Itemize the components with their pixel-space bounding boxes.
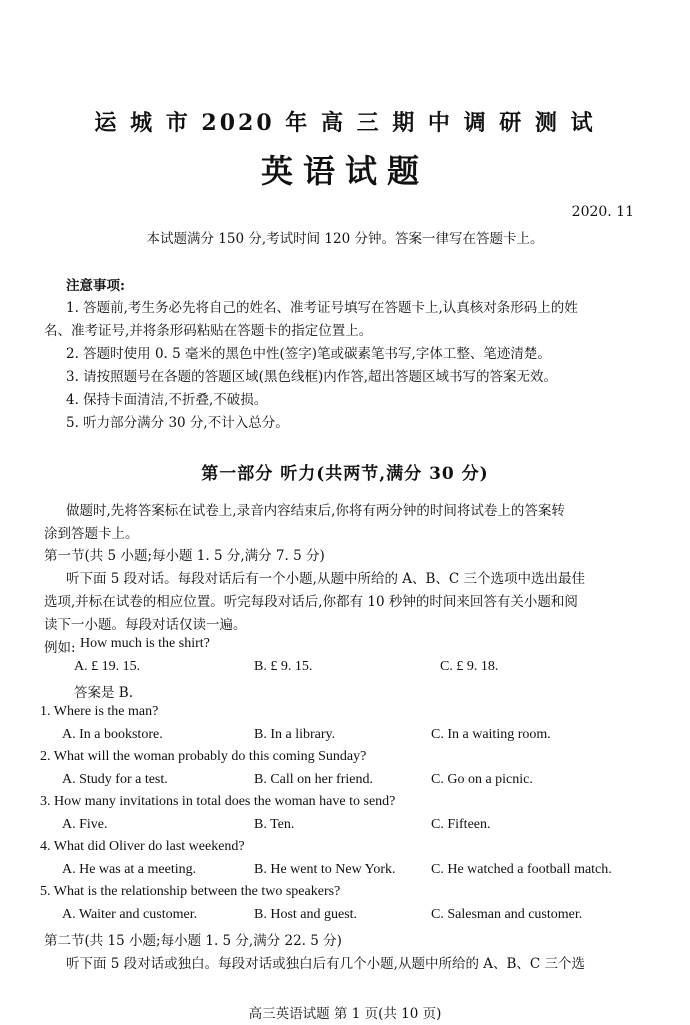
part1-desc-line-2: 涂到答题卡上。 [44,526,139,542]
question-4: 4. What did Oliver do last weekend? [40,839,245,854]
exam-title: 运 城 市 2020 年 高 三 期 中 调 研 测 试 [94,110,596,136]
question-1-option-a: A. In a bookstore. [62,727,163,742]
exam-intro: 本试题满分 150 分,考试时间 120 分钟。答案一律写在答题卡上。 [146,231,544,247]
question-5: 5. What is the relationship between the two speakers? [40,884,341,899]
question-2-option-b: B. Call on her friend. [254,772,373,787]
section1-title: 第一节(共 5 小题;每小题 1. 5 分,满分 7. 5 分) [44,548,325,564]
example-label: 例如: [44,640,76,656]
question-5-option-b: B. Host and guest. [254,907,358,922]
example-option-a: A. £ 19. 15. [74,659,141,674]
question-2: 2. What will the woman probably do this coming Sunday? [40,749,367,764]
question-5-option-c: C. Salesman and customer. [431,907,583,922]
example-question: How much is the shirt? [80,636,210,651]
section2-title: 第二节(共 15 小题;每小题 1. 5 分,满分 22. 5 分) [44,933,342,949]
section1-instruction-line-2: 选项,并标在试卷的相应位置。听完每段对话后,你都有 10 秒钟的时间来回答有关小题和阅 [44,594,578,610]
question-1-option-c: C. In a waiting room. [431,727,551,742]
question-2-option-a: A. Study for a test. [62,772,168,787]
question-3-option-c: C. Fifteen. [431,817,491,832]
section2-instruction-line-1: 听下面 5 段对话或独白。每段对话或独白后有几个小题,从题中所给的 A、B、C 三个选 [66,956,586,972]
question-1-option-b: B. In a library. [254,727,336,742]
part1-desc-line-1: 做题时,先将答案标在试卷上,录音内容结束后,你将有两分钟的时间将试卷上的答案转 [66,503,565,519]
question-3-option-b: B. Ten. [254,817,295,832]
example-answer: 答案是 B. [74,685,134,701]
question-4-option-a: A. He was at a meeting. [62,862,197,877]
note-5: 5. 听力部分满分 30 分,不计入总分。 [66,415,289,431]
question-3: 3. How many invitations in total does the woman have to send? [40,794,396,809]
question-5-option-a: A. Waiter and customer. [62,907,198,922]
example-option-c: C. £ 9. 18. [440,659,499,674]
note-2: 2. 答题时使用 0. 5 毫米的黑色中性(签字)笔或碳素笔书写,字体工整、笔迹清楚。 [66,346,551,362]
question-4-option-b: B. He went to New York. [254,862,396,877]
example-option-b: B. £ 9. 15. [254,659,313,674]
note-1-line-1: 1. 答题前,考生务必先将自己的姓名、准考证号填写在答题卡上,认真核对条形码上的姓 [66,300,578,316]
question-4-option-c: C. He watched a football match. [431,862,612,877]
section1-instruction-line-3: 读下一小题。每段对话仅读一遍。 [44,617,247,633]
note-4: 4. 保持卡面清洁,不折叠,不破损。 [66,392,268,408]
question-1: 1. Where is the man? [40,704,159,719]
page-footer: 高三英语试题 第 1 页(共 10 页) [248,1006,442,1022]
notes-title: 注意事项: [66,278,125,294]
question-2-option-c: C. Go on a picnic. [431,772,533,787]
subject-title: 英语试题 [260,152,429,190]
note-1-line-2: 名、准考证号,并将条形码粘贴在答题卡的指定位置上。 [44,323,373,339]
question-3-option-a: A. Five. [62,817,108,832]
note-3: 3. 请按照题号在各题的答题区域(黑色线框)内作答,超出答题区域书写的答案无效。 [66,369,557,385]
part1-title: 第一部分 听力(共两节,满分 30 分) [201,464,489,484]
exam-date: 2020. 11 [571,204,634,220]
section1-instruction-line-1: 听下面 5 段对话。每段对话后有一个小题,从题中所给的 A、B、C 三个选项中选出最佳 [66,571,586,587]
